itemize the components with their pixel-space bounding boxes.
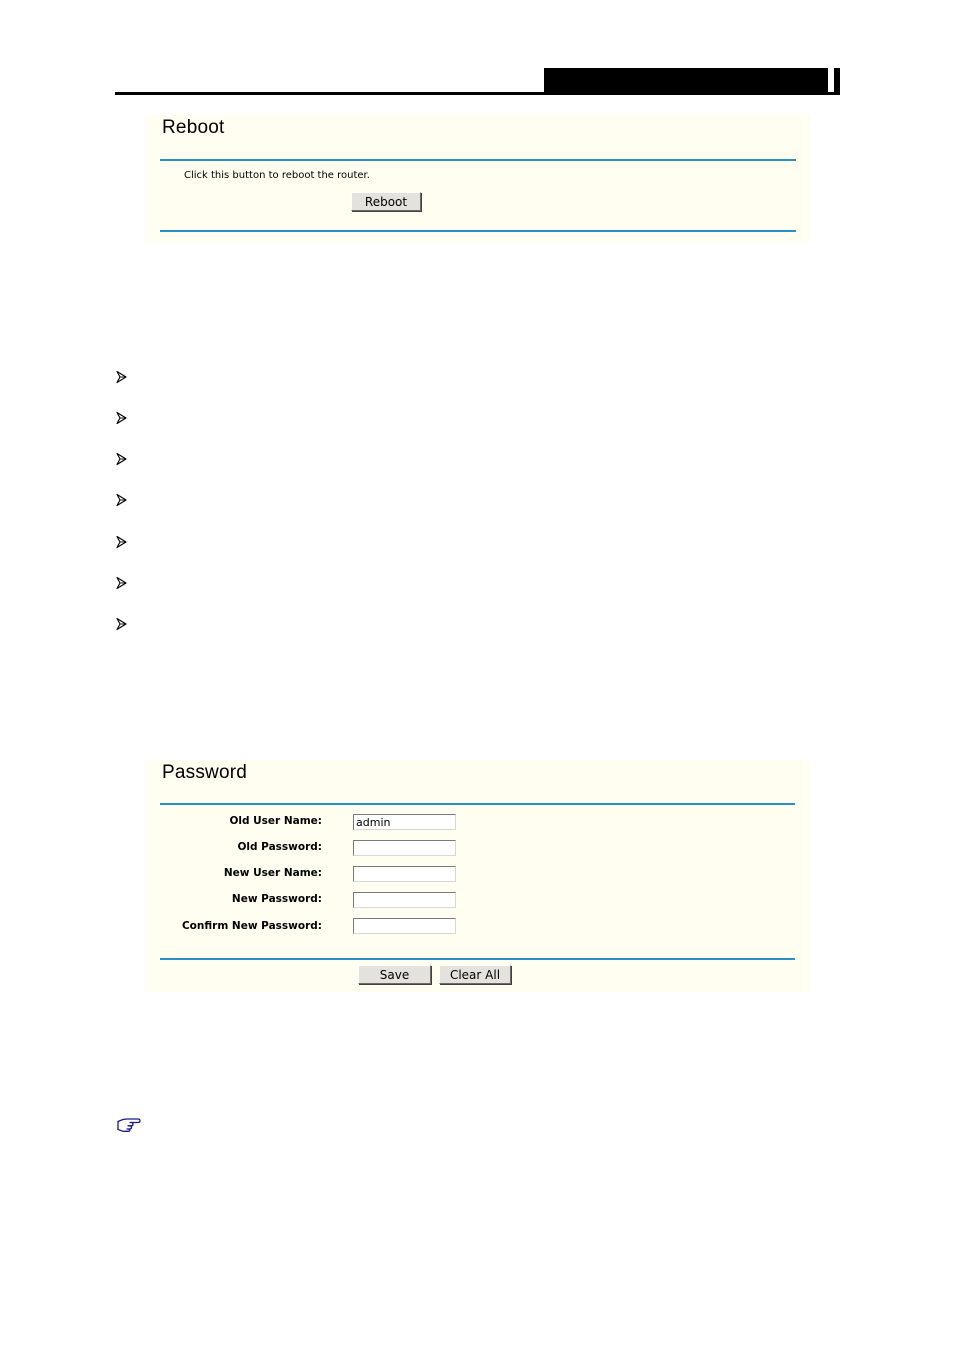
arrow-bullet-icon	[115, 576, 129, 590]
reboot-bottom-rule	[160, 230, 796, 232]
password-panel	[145, 760, 810, 992]
page-header-rule	[115, 92, 840, 95]
reboot-description: Click this button to reboot the router.	[184, 170, 370, 181]
old-user-name-label: Old User Name:	[229, 815, 322, 827]
new-password-label: New Password:	[231, 893, 322, 905]
confirm-new-password-input[interactable]	[353, 918, 456, 934]
password-bottom-rule	[160, 958, 795, 960]
new-password-input[interactable]	[353, 892, 456, 908]
old-user-name-input[interactable]	[353, 814, 456, 830]
arrow-bullet-icon	[115, 493, 129, 507]
arrow-bullet-icon	[115, 411, 129, 425]
reboot-button[interactable]: Reboot	[351, 192, 421, 211]
save-button[interactable]: Save	[358, 965, 431, 984]
pointing-hand-icon	[117, 1116, 141, 1137]
arrow-bullet-icon	[115, 617, 129, 631]
new-user-name-label: New User Name:	[223, 867, 322, 879]
reboot-title: Reboot	[162, 117, 225, 138]
arrow-bullet-icon	[115, 370, 129, 384]
old-password-input[interactable]	[353, 840, 456, 856]
new-user-name-input[interactable]	[353, 866, 456, 882]
password-top-rule	[160, 803, 795, 805]
arrow-bullet-icon	[115, 452, 129, 466]
password-title: Password	[162, 762, 248, 783]
reboot-top-rule	[160, 159, 796, 161]
old-password-label: Old Password:	[237, 841, 322, 853]
reboot-panel	[145, 115, 810, 242]
page-header-tab	[834, 68, 840, 94]
clear-all-button[interactable]: Clear All	[439, 965, 511, 984]
arrow-bullet-icon	[115, 535, 129, 549]
confirm-new-password-label: Confirm New Password:	[181, 920, 322, 932]
page-header-block	[544, 68, 828, 94]
